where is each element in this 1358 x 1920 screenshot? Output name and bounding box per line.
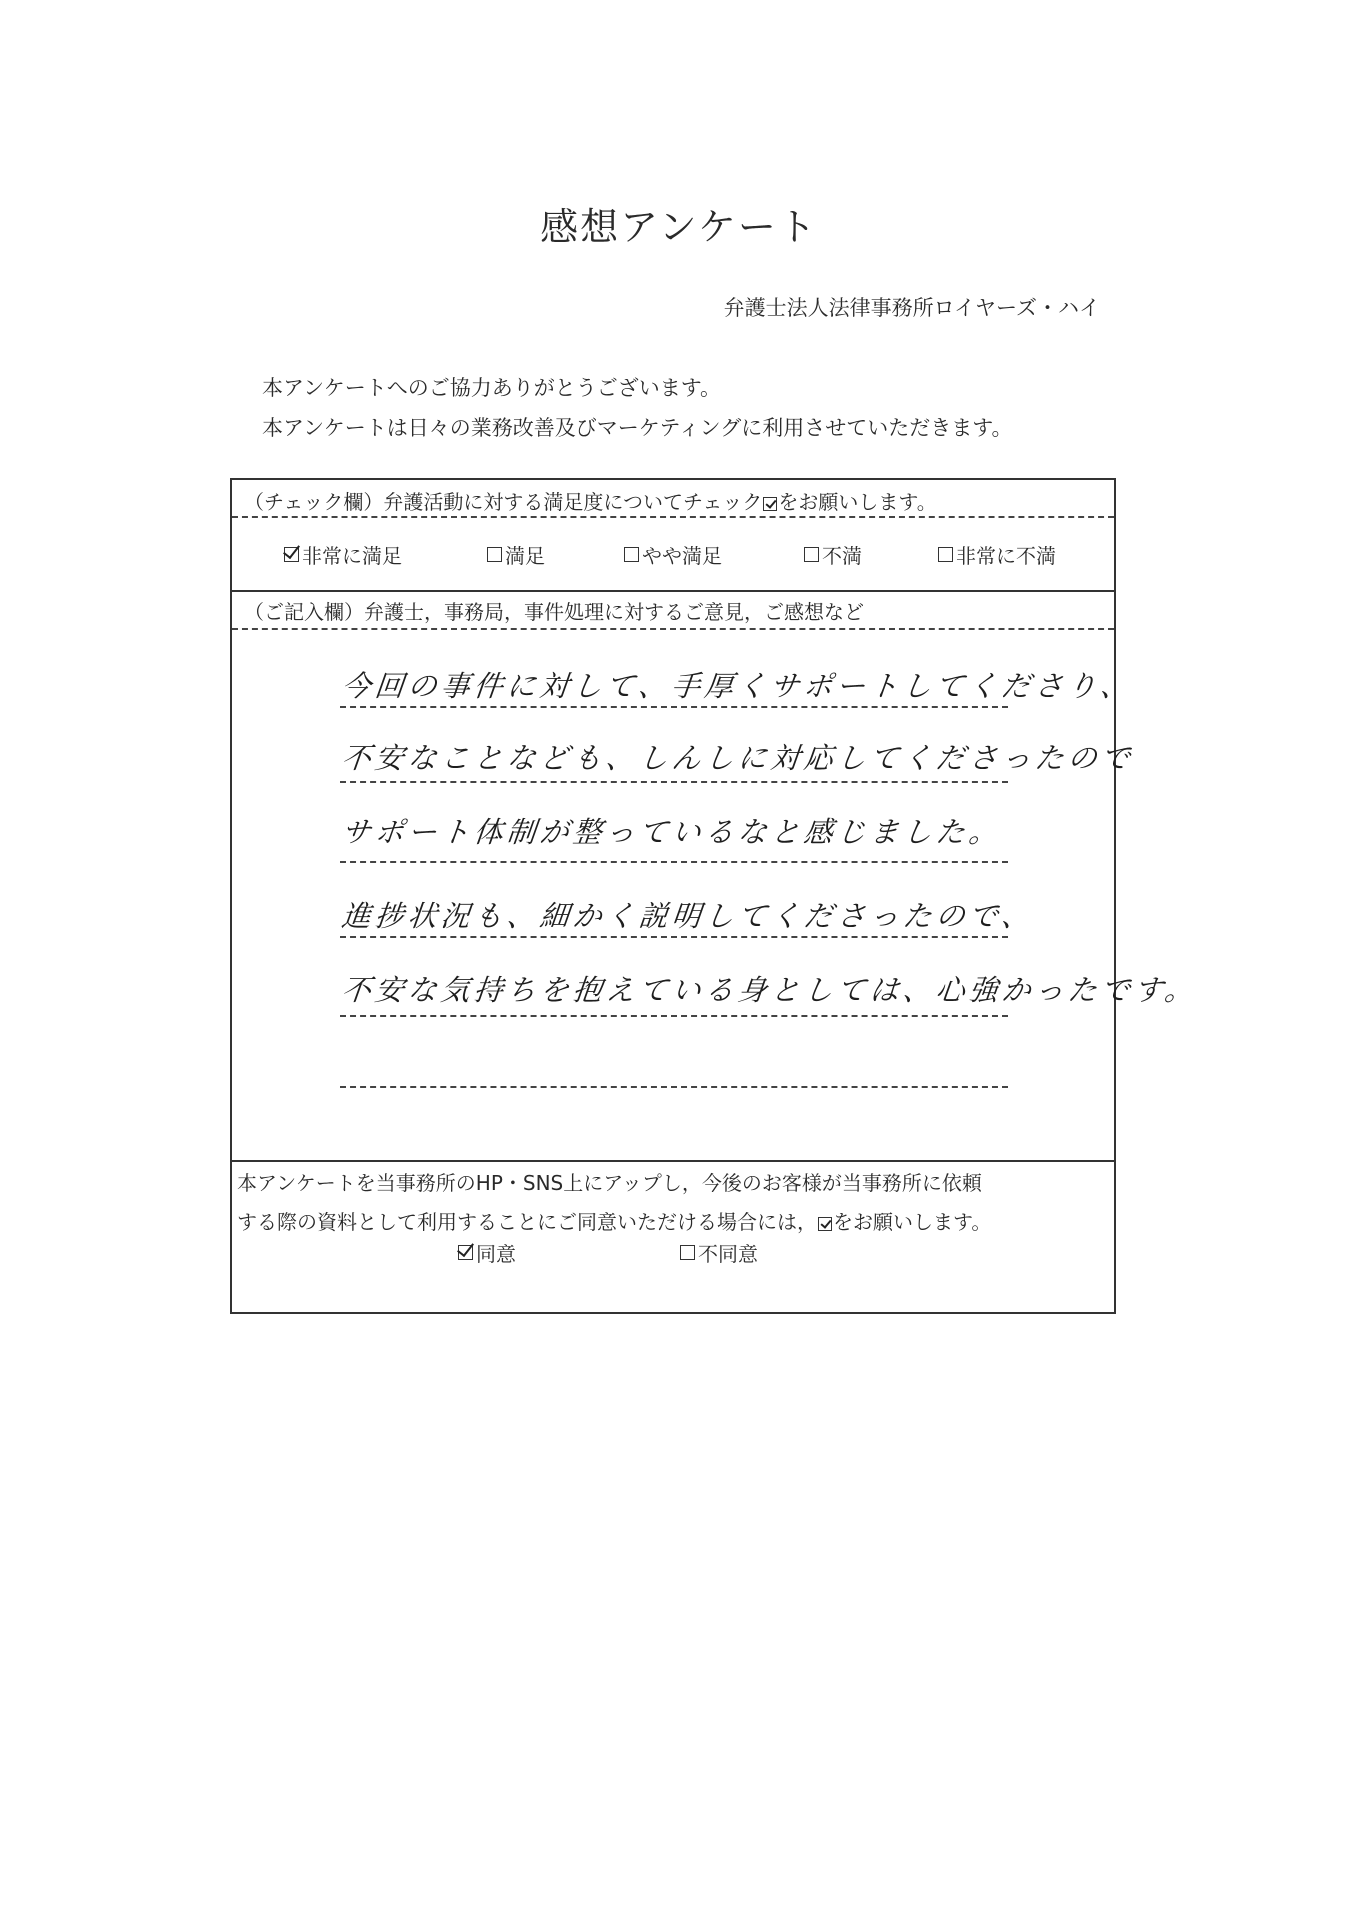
option-dissatisfied[interactable] <box>804 540 862 569</box>
option-label: 同意 <box>476 1242 516 1266</box>
divider <box>232 516 1114 518</box>
comment-guide-line <box>340 1086 1008 1088</box>
divider <box>232 628 1114 630</box>
option-label: 非常に不満 <box>956 544 1056 568</box>
checkbox-icon[interactable] <box>938 547 953 562</box>
checkbox-sample-icon <box>818 1217 832 1231</box>
section-divider <box>232 590 1114 592</box>
option-disagree[interactable] <box>680 1238 758 1267</box>
checkbox-icon[interactable] <box>487 547 502 562</box>
option-label: 不満 <box>822 544 862 568</box>
intro-text <box>262 368 1013 448</box>
section-divider <box>232 1160 1114 1162</box>
comment-line-4[interactable]: 進捗状況も、細かく説明してくださったので、 <box>340 899 1037 933</box>
consent-line-2 <box>237 1203 991 1242</box>
comment-line-2[interactable]: 不安なことなども、しんしに対応してくださったので <box>340 741 1136 775</box>
option-label: 満足 <box>505 544 545 568</box>
option-very-dissatisfied[interactable] <box>938 540 1056 569</box>
consent-text <box>237 1164 991 1242</box>
comment-guide-line <box>340 781 1008 783</box>
comment-guide-line <box>340 936 1008 938</box>
survey-form <box>230 478 1200 1314</box>
satisfaction-label-suffix: をお願いします。 <box>778 490 937 514</box>
checkbox-checked-icon[interactable] <box>458 1245 473 1260</box>
option-somewhat-satisfied[interactable] <box>624 540 722 569</box>
comment-line-1[interactable]: 今回の事件に対して、手厚くサポートしてくださり、 <box>340 669 1136 703</box>
comments-label: （ご記入欄）弁護士，事務局，事件処理に対するご意見，ご感想など <box>244 600 864 624</box>
option-label: やや満足 <box>642 544 722 568</box>
checkbox-icon[interactable] <box>804 547 819 562</box>
checkbox-sample-icon <box>763 497 777 511</box>
checkbox-icon[interactable] <box>624 547 639 562</box>
satisfaction-label <box>244 486 937 515</box>
option-label: 不同意 <box>698 1242 758 1266</box>
comment-guide-line <box>340 1015 1008 1017</box>
consent-line-2-text: する際の資料として利用することにご同意いただける場合には， <box>237 1210 817 1234</box>
option-label: 非常に満足 <box>302 544 402 568</box>
organization-name: 弁護士法人法律事務所ロイヤーズ・ハイ <box>723 296 1100 320</box>
page-title: 感想アンケート <box>540 205 818 249</box>
comment-guide-line <box>340 861 1008 863</box>
checkbox-checked-icon[interactable] <box>284 547 299 562</box>
comment-guide-line <box>340 706 1008 708</box>
option-very-satisfied[interactable] <box>284 540 402 569</box>
satisfaction-label-text: （チェック欄）弁護活動に対する満足度についてチェック <box>244 490 763 514</box>
checkbox-icon[interactable] <box>680 1245 695 1260</box>
consent-line-2-suffix: をお願いします。 <box>833 1210 992 1234</box>
consent-line-1: 本アンケートを当事務所のHP・SNS上にアップし，今後のお客様が当事務所に依頼 <box>237 1171 982 1195</box>
comment-line-3[interactable]: サポート体制が整っているなと感じました。 <box>340 815 1004 849</box>
option-satisfied[interactable] <box>487 540 545 569</box>
intro-line-1: 本アンケートへのご協力ありがとうございます。 <box>262 376 722 400</box>
comment-line-5[interactable]: 不安な気持ちを抱えている身としては、心強かったです。 <box>340 973 1200 1007</box>
option-agree[interactable] <box>458 1238 516 1267</box>
intro-line-2: 本アンケートは日々の業務改善及びマーケティングに利用させていただきます。 <box>262 416 1013 440</box>
